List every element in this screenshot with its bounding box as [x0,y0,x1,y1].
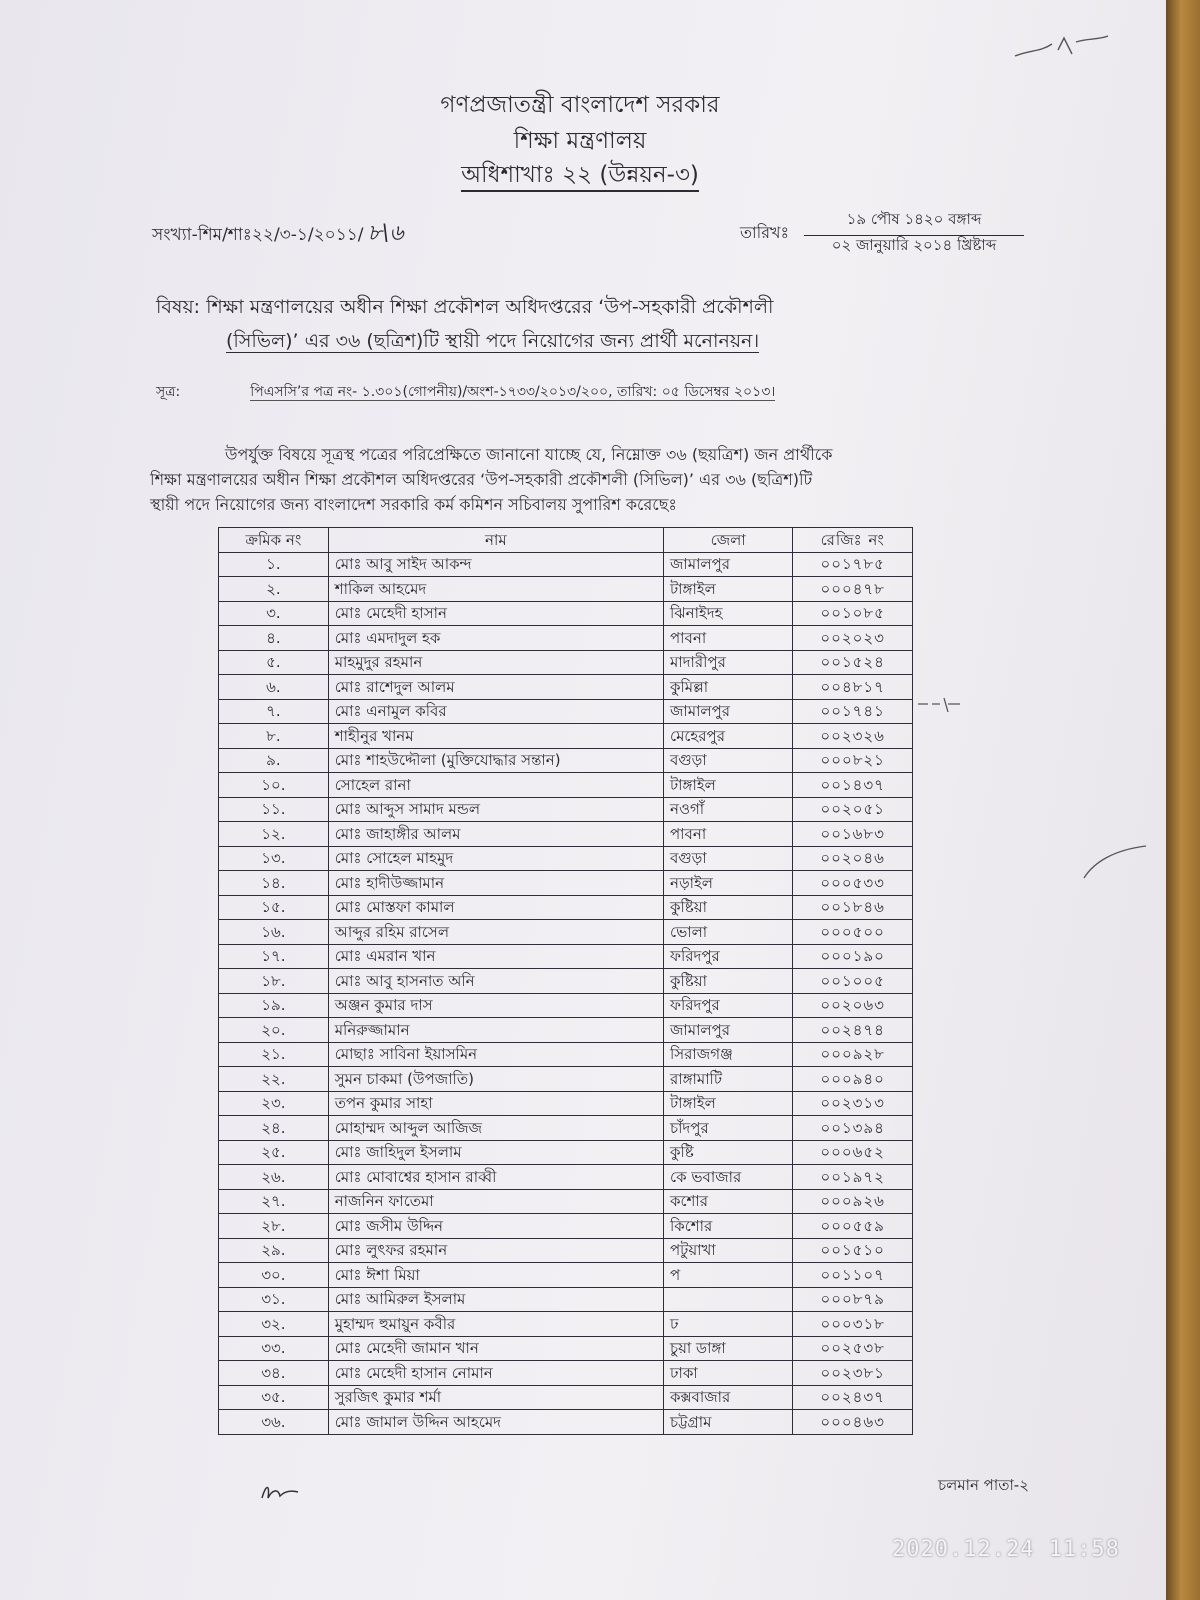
district-cell: চাঁদপুর [663,1116,792,1141]
district-cell: কুষ্টি [663,1140,792,1165]
name-cell: মোঃ মোস্তফা কামাল [328,895,663,920]
name-cell: মোঃ আবু সাইদ আকন্দ [328,552,663,577]
name-cell: মোঃ শাহউদ্দৌলা (মুক্তিযোদ্ধার সন্তান) [328,748,663,773]
reg-no-cell: ০০০৫৩৩ [793,871,913,896]
name-cell: মোঃ মেহেদী জামান খান [328,1336,663,1361]
body-line-3: স্থায়ী পদে নিয়োগের জন্য বাংলাদেশ সরকারি কর্ম কমিশন সচিবালয় সুপারিশ করেছেঃ [150,495,677,514]
name-cell: মোঃ মেহেদী হাসান [328,601,663,626]
reg-no-cell: ০০১৩৯৪ [793,1116,913,1141]
name-cell: মোঃ জাহাঙ্গীর আলম [328,822,663,847]
table-row [219,822,913,847]
district-cell: মাদারীপুর [663,650,792,675]
table-body [219,552,913,1434]
district-cell: প [663,1263,792,1288]
district-cell: চুয়া ডাঙ্গা [663,1336,792,1361]
table-row [219,773,913,798]
table-row [219,577,913,602]
name-cell: মুহাম্মদ হুমায়ুন কবীর [328,1312,663,1337]
source-label: সূত্র: [156,384,181,400]
reg-no-cell: ০০১০০৫ [793,969,913,994]
table-row [219,552,913,577]
serial-cell: ৩১. [219,1287,329,1312]
serial-cell: ৩. [219,601,329,626]
table-row [219,1140,913,1165]
table-row [219,895,913,920]
serial-cell: ৪. [219,626,329,651]
name-cell: মাহমুদুর রহমান [328,650,663,675]
serial-cell: ১৬. [219,920,329,945]
serial-cell: ২৪. [219,1116,329,1141]
reg-no-cell: ০০১৯৭২ [793,1165,913,1190]
table-row [219,1018,913,1043]
table-row [219,944,913,969]
date-label: তারিখঃ [740,223,790,242]
name-cell: মোঃ ঈশা মিয়া [328,1263,663,1288]
name-cell: মোঃ মোবাশ্বের হাসান রাব্বী [328,1165,663,1190]
district-cell: কশোর [663,1189,792,1214]
name-cell: মোঃ জাহিদুল ইসলাম [328,1140,663,1165]
serial-cell: ৭. [219,699,329,724]
district-cell: জামালপুর [663,552,792,577]
district-cell: ঝিনাইদহ [663,601,792,626]
subject-line-1: বিষয়: শিক্ষা মন্ত্রণালয়ের অধীন শিক্ষা প্রকৌশল অধিদপ্তরের ‘উপ-সহকারী প্রকৌশলী [156,296,774,318]
district-cell: সিরাজগঞ্জ [663,1042,792,1067]
reg-no-cell: ০০১৭৪১ [793,699,913,724]
reg-no-cell: ০০১০৮৫ [793,601,913,626]
reg-no-cell: ০০০৯৪০ [793,1067,913,1092]
reg-no-cell: ০০২৩১৩ [793,1091,913,1116]
handwritten-margin-mark [918,694,978,720]
reg-no-cell: ০০১৮৪৬ [793,895,913,920]
source-reference [156,380,775,404]
serial-cell: ৩৬. [219,1410,329,1435]
serial-cell: ২১. [219,1042,329,1067]
reg-no-cell: ০০০৯২৮ [793,1042,913,1067]
serial-cell: ১২. [219,822,329,847]
reg-no-cell: ০০০১৯০ [793,944,913,969]
name-cell: মোঃ এনামুল কবির [328,699,663,724]
name-cell: তপন কুমার সাহা [328,1091,663,1116]
reg-no-cell: ০০১৪৩৭ [793,773,913,798]
pen-stroke [1080,842,1150,882]
serial-cell: ১৪. [219,871,329,896]
subject-line-2: (সিভিল)’ এর ৩৬ (ছত্রিশ)টি স্থায়ী পদে নিয়োগের জন্য প্রার্থী মনোনয়ন। [226,330,760,352]
table-row [219,920,913,945]
table-row [219,1410,913,1435]
reg-no-cell: ০০২০৪৬ [793,846,913,871]
district-cell: ঢাকা [663,1361,792,1386]
section-title: অধিশাখাঃ ২২ (উন্নয়ন-৩) [0,156,1160,195]
table-row [219,993,913,1018]
serial-cell: ৩৩. [219,1336,329,1361]
ministry-title: শিক্ষা মন্ত্রণালয় [513,128,647,154]
serial-cell: ৮. [219,724,329,749]
name-cell: মনিরুজ্জামান [328,1018,663,1043]
memo-reference [152,216,404,253]
body-line-1: উপর্যুক্ত বিষয়ে সূত্রস্থ পত্রের পরিপ্রেক্ষিতে জানানো যাচ্ছে যে, নিম্নোক্ত ৩৬ (ছয়ত্রিশ) জন প্রার্থীকে [225,445,833,464]
name-cell: মোহাম্মদ আব্দুল আজিজ [328,1116,663,1141]
serial-cell: ৩০. [219,1263,329,1288]
reg-no-cell: ০০০৪৬৩ [793,1410,913,1435]
district-cell: টাঙ্গাইল [663,1091,792,1116]
reg-no-cell: ০০১৫১০ [793,1238,913,1263]
district-cell: নড়াইল [663,871,792,896]
reg-no-cell: ০০০৮২১ [793,748,913,773]
candidate-table [218,527,913,1435]
continued-note: চলমান পাতা-২ [938,1476,1029,1494]
reg-no-cell: ০০২০৬৩ [793,993,913,1018]
table-row [219,1336,913,1361]
table-row [219,1238,913,1263]
reg-no-cell: ০০১৫২৪ [793,650,913,675]
serial-cell: ৩৪. [219,1361,329,1386]
name-cell: মোঃ আমিরুল ইসলাম [328,1287,663,1312]
serial-cell: ১১. [219,797,329,822]
body-line-2: শিক্ষা মন্ত্রণালয়ের অধীন শিক্ষা প্রকৌশল অধিদপ্তরের ‘উপ-সহকারী প্রকৌশলী (সিভিল)’ এর ৩৬ (ছত্রিশ)টি [150,470,813,489]
header-district: জেলা [663,528,792,553]
subject [156,290,1036,358]
table-row [219,601,913,626]
serial-cell: ৩২. [219,1312,329,1337]
serial-cell: ২২. [219,1067,329,1092]
name-cell: মোঃ এমরান খান [328,944,663,969]
reg-no-cell: ০০২৩৮১ [793,1361,913,1386]
reg-no-cell: ০০০৫৫৯ [793,1214,913,1239]
table-row [219,871,913,896]
district-cell: পটুয়াখা [663,1238,792,1263]
reg-no-cell: ০০২০৫১ [793,797,913,822]
table-row [219,846,913,871]
serial-cell: ১. [219,552,329,577]
date-bangla: ১৯ পৌষ ১৪২০ বঙ্গাব্দ [804,208,1024,236]
district-cell: ভোলা [663,920,792,945]
reg-no-cell: ০০২৪৭৪ [793,1018,913,1043]
name-cell: অঞ্জন কুমার দাস [328,993,663,1018]
district-cell: ফরিদপুর [663,993,792,1018]
table-surface [1166,0,1200,1600]
name-cell: মোঃ হাদীউজ্জামান [328,871,663,896]
header-reg-no: রেজিঃ নং [793,528,913,553]
district-cell: জামালপুর [663,699,792,724]
district-cell: কক্সবাজার [663,1385,792,1410]
table-row [219,626,913,651]
table-row [219,1263,913,1288]
serial-cell: ৯. [219,748,329,773]
name-cell: মোঃ আব্দুস সামাদ মন্ডল [328,797,663,822]
government-title: গণপ্রজাতন্ত্রী বাংলাদেশ সরকার [440,92,720,118]
serial-cell: ৫. [219,650,329,675]
table-row [219,1361,913,1386]
district-cell: ফরিদপুর [663,944,792,969]
memo-reference-number: সংখ্যা-শিম/শাঃ২২/৩-১/২০১১/ [152,225,364,245]
serial-cell: ২৮. [219,1214,329,1239]
table-row [219,675,913,700]
name-cell: শাহীনুর খানম [328,724,663,749]
header-name: নাম [328,528,663,553]
table-row [219,1042,913,1067]
serial-cell: ৬. [219,675,329,700]
table-row [219,969,913,994]
district-cell: রাঙ্গামাটি [663,1067,792,1092]
serial-cell: ২৫. [219,1140,329,1165]
table-row [219,1214,913,1239]
district-cell: কে ভবাজার [663,1165,792,1190]
table-header-row [219,528,913,553]
table-row [219,1091,913,1116]
district-cell: মেহেরপুর [663,724,792,749]
table-row [219,1385,913,1410]
table-row [219,1067,913,1092]
district-cell: পাবনা [663,626,792,651]
reg-no-cell: ০০২৫৩৮ [793,1336,913,1361]
table-row [219,1287,913,1312]
reg-no-cell: ০০১১০৭ [793,1263,913,1288]
handwritten-mark [1010,30,1110,66]
table-row [219,724,913,749]
serial-cell: ২৯. [219,1238,329,1263]
table-row [219,699,913,724]
name-cell: মোঃ জামাল উদ্দিন আহমেদ [328,1410,663,1435]
serial-cell: ১৭. [219,944,329,969]
serial-cell: ২০. [219,1018,329,1043]
name-cell: শাকিল আহমেদ [328,577,663,602]
serial-cell: ২. [219,577,329,602]
district-cell: কুষ্টিয়া [663,969,792,994]
district-cell: জামালপুর [663,1018,792,1043]
serial-cell: ২৬. [219,1165,329,1190]
name-cell: মোঃ লুৎফর রহমান [328,1238,663,1263]
reg-no-cell: ০০০৯২৬ [793,1189,913,1214]
name-cell: নাজনিন ফাতেমা [328,1189,663,1214]
district-cell: কিশোর [663,1214,792,1239]
table-row [219,1189,913,1214]
serial-cell: ৩৫. [219,1385,329,1410]
name-cell: সুমন চাকমা (উপজাতি) [328,1067,663,1092]
reg-no-cell: ০০২৩২৬ [793,724,913,749]
table-row [219,650,913,675]
memo-reference-handwritten: ৮\৬ [367,221,404,246]
name-cell: মোঃ রাশেদুল আলম [328,675,663,700]
reg-no-cell: ০০০৮৭৯ [793,1287,913,1312]
district-cell: বগুড়া [663,748,792,773]
district-cell: চট্টগ্রাম [663,1410,792,1435]
initials-signature [260,1482,300,1502]
name-cell: মোঃ আবু হাসনাত অনি [328,969,663,994]
district-cell: নওগাঁ [663,797,792,822]
header-serial: ক্রমিক নং [219,528,329,553]
serial-cell: ২৩. [219,1091,329,1116]
reg-no-cell: ০০১৬৮৩ [793,822,913,847]
district-cell: বগুড়া [663,846,792,871]
district-cell: টাঙ্গাইল [663,773,792,798]
reg-no-cell: ০০১৭৮৫ [793,552,913,577]
name-cell: সুরজিৎ কুমার শর্মা [328,1385,663,1410]
name-cell: মোছাঃ সাবিনা ইয়াসমিন [328,1042,663,1067]
district-cell: পাবনা [663,822,792,847]
reg-no-cell: ০০০৬৫২ [793,1140,913,1165]
district-cell: ঢ [663,1312,792,1337]
serial-cell: ১০. [219,773,329,798]
reg-no-cell: ০০০৪৭৮ [793,577,913,602]
district-cell: কুষ্টিয়া [663,895,792,920]
name-cell: আব্দুর রহিম রাসেল [328,920,663,945]
district-cell: টাঙ্গাইল [663,577,792,602]
date-english: ০২ জানুয়ারি ২০১৪ খ্রিষ্টাব্দ [831,236,997,254]
reg-no-cell: ০০০৩১৮ [793,1312,913,1337]
table-row [219,1312,913,1337]
name-cell: মোঃ সোহেল মাহমুদ [328,846,663,871]
table-row [219,748,913,773]
source-value: পিএসসি’র পত্র নং- ১.৩০১(গোপনীয়)/অংশ-১৭৩৩/২০১৩/২০০, তারিখ: ০৫ ডিসেম্বর ২০১৩। [250,384,776,400]
serial-cell: ১৩. [219,846,329,871]
reg-no-cell: ০০২৪৩৭ [793,1385,913,1410]
name-cell: মোঃ জসীম উদ্দিন [328,1214,663,1239]
district-cell [663,1287,792,1312]
reg-no-cell: ০০২০২৩ [793,626,913,651]
photo-timestamp: 2020.12.24 11:58 [892,1537,1120,1562]
serial-cell: ১৮. [219,969,329,994]
name-cell: মোঃ মেহেদী হাসান নোমান [328,1361,663,1386]
table-row [219,1116,913,1141]
serial-cell: ১৯. [219,993,329,1018]
name-cell: সোহেল রানা [328,773,663,798]
serial-cell: ১৫. [219,895,329,920]
table-row [219,1165,913,1190]
reg-no-cell: ০০৪৮১৭ [793,675,913,700]
body-text [150,442,1050,517]
reg-no-cell: ০০০৫০০ [793,920,913,945]
district-cell: কুমিল্লা [663,675,792,700]
serial-cell: ২৭. [219,1189,329,1214]
table-row [219,797,913,822]
name-cell: মোঃ এমদাদুল হক [328,626,663,651]
